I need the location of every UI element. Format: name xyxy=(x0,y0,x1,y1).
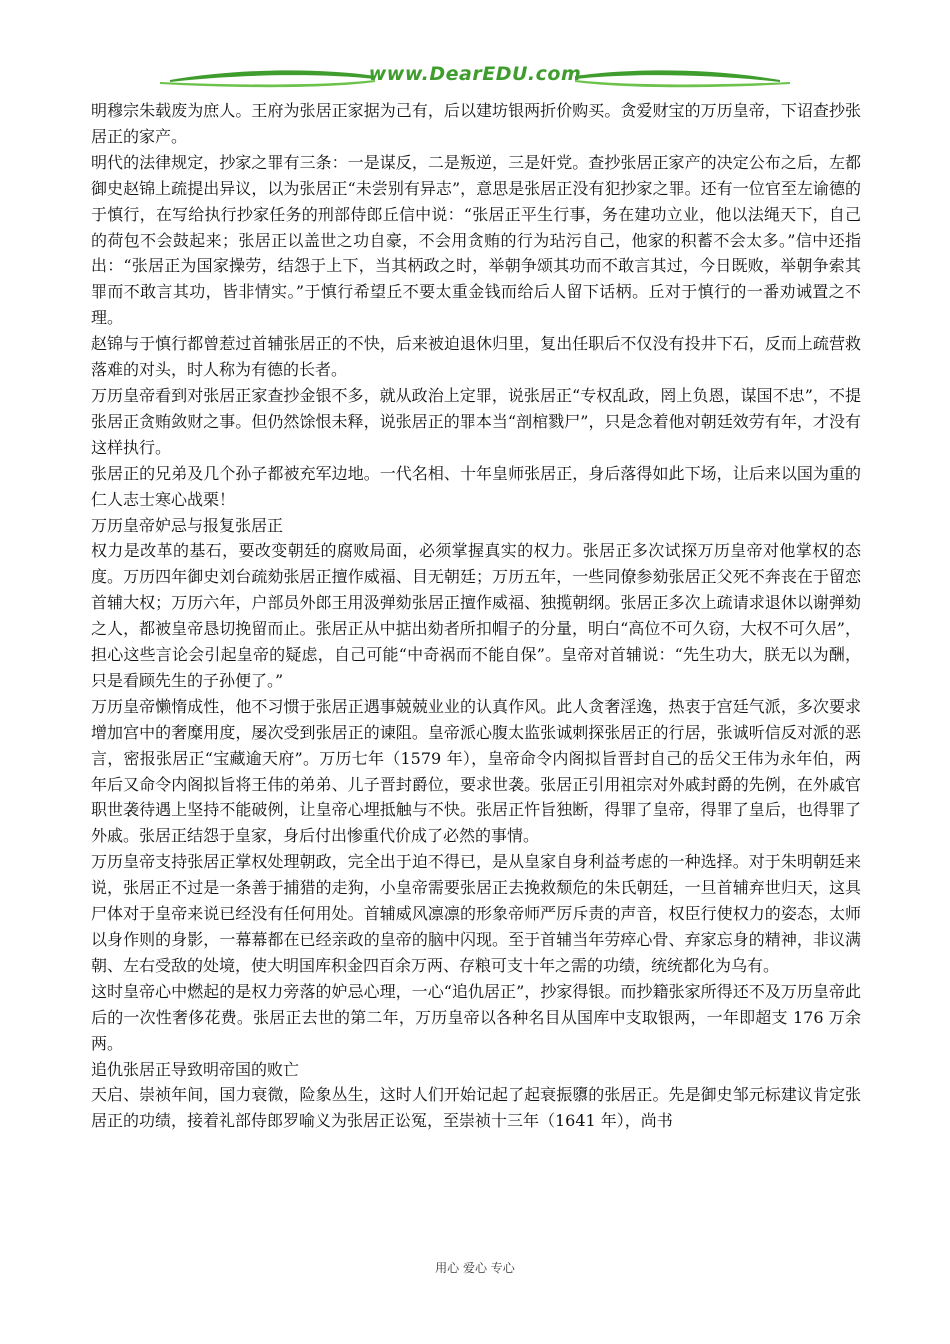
paragraph: 赵锦与于慎行都曾惹过首辅张居正的不快，后来被迫退休归里，复出任职后不仅没有投井下石，反而上疏营救落难的对头，时人称为有德的长者。 xyxy=(91,334,861,380)
site-logo-text: www.DearEDU.com xyxy=(368,63,582,85)
paragraph: 明代的法律规定，抄家之罪有三条：一是谋反，二是叛逆，三是奸党。查抄张居正家产的决定公布之后，左都御史赵锦上疏提出异议，以为张居正“未尝别有异志”，意思是张居正没有犯抄家之罪。还有一位官至左谕德的于慎行，在写给执行抄家任务的刑部侍郎丘信中说：“张居正平生行事，务在建功立业，他以法绳天下，自己的荷包不会鼓起来；张居正以盖世之功自豪，不会用贪贿的行为玷污自己，他家的积蓄不会太多。”信中还指出：“张居正为国家操劳，结怨于上下，当其柄政之时，举朝争颂其功而不敢言其过，今日既败，举朝争索其罪而不敢言其功，皆非情实。”于慎行希望丘不要太重金钱而给后人留下话柄。丘对于慎行的一番劝诫置之不理。 xyxy=(91,152,861,328)
section-heading: 追仇张居正导致明帝国的败亡 xyxy=(91,1059,300,1079)
paragraph: 天启、崇祯年间，国力衰微，险象丛生，这时人们开始记起了起衰振隳的张居正。先是御史邹元标建议肯定张居正的功绩，接着礼部侍郎罗喻义为张居正讼冤，至崇祯十三年（1641 年），尚书 xyxy=(91,1085,861,1131)
page-header xyxy=(160,58,790,98)
page-footer: 用心 爱心 专心 xyxy=(435,1261,515,1275)
section-heading: 万历皇帝妒忌与报复张居正 xyxy=(91,515,284,535)
paragraph: 明穆宗朱载废为庶人。王府为张居正家据为己有，后以建坊银两折价购买。贪爱财宝的万历皇帝，下诏查抄张居正的家产。 xyxy=(91,101,861,146)
paragraph: 权力是改革的基石，要改变朝廷的腐败局面，必须掌握真实的权力。张居正多次试探万历皇帝对他掌权的态度。万历四年御史刘台疏劾张居正擅作威福、目无朝廷；万历五年，一些同僚参劾张居正父死不奔丧在于留恋首辅大权；万历六年，户部员外郎王用汲弹劾张居正擅作威福、独揽朝纲。张居正多次上疏请求退休以谢弹劾之人，都被皇帝恳切挽留而止。张居正从中掂出劾者所扣帽子的分量，明白“高位不可久窃，大权不可久居”，担心这些言论会引起皇帝的疑虑，自己可能“中奇祸而不能自保”。皇帝对首辅说：“先生功大，朕无以为酬，只是看顾先生的子孙便了。” xyxy=(91,541,861,690)
article-body xyxy=(91,98,861,1134)
paragraph: 这时皇帝心中燃起的是权力旁落的妒忌心理，一心“追仇居正”，抄家得银。而抄籍张家所得还不及万历皇帝此后的一次性奢侈花费。张居正去世的第二年，万历皇帝以各种名目从国库中支取银两，一年即超支 176 万余两。 xyxy=(91,981,861,1053)
paragraph: 张居正的兄弟及几个孙子都被充军边地。一代名相、十年皇师张居正，身后落得如此下场，让后来以国为重的仁人志士寒心战栗！ xyxy=(91,463,861,509)
paragraph: 万历皇帝懒惰成性，他不习惯于张居正遇事兢兢业业的认真作风。此人贪奢淫逸，热衷于宫廷气派，多次要求增加宫中的奢糜用度，屡次受到张居正的谏阻。皇帝派心腹太监张诚刺探张居正的行居，张诚听信反对派的恶言，密报张居正“宝藏逾天府”。万历七年（1579 年），皇帝命令内阁拟旨晋封自己的岳父王伟为永年伯，两年后又命令内阁拟旨将王伟的弟弟、儿子晋封爵位，要求世袭。张居正引用祖宗对外戚封爵的先例，在外戚官职世袭待遇上坚持不能破例，让皇帝心埋抵触与不快。张居正忤旨独断，得罪了皇帝，得罪了皇后，也得罪了外戚。张居正结怨于皇家，身后付出惨重代价成了必然的事情。 xyxy=(91,696,861,846)
paragraph: 万历皇帝支持张居正掌权处理朝政，完全出于迫不得已，是从皇家自身利益考虑的一种选择。对于朱明朝廷来说，张居正不过是一条善于捕猎的走狗，小皇帝需要张居正去挽救颓危的朱氏朝廷，一旦首辅弃世归天，这具尸体对于皇帝来说已经没有任何用处。首辅威风凛凛的形象帝师严厉斥责的声音，权臣行使权力的姿态，太师以身作则的身影，一幕幕都在已经亲政的皇帝的脑中闪现。至于首辅当年劳瘁心骨、弃家忘身的精神，非议满朝、左右受敌的处境，使大明国库积金四百余万两、存粮可支十年之需的功绩，统统都化为乌有。 xyxy=(91,852,861,975)
paragraph: 万历皇帝看到对张居正家查抄金银不多，就从政治上定罪，说张居正“专权乱政，罔上负恩，谋国不忠”，不提张居正贪贿敛财之事。但仍然馀恨未释，说张居正的罪本当“剖棺戮尸”，只是念着他对朝廷效劳有年，才没有这样执行。 xyxy=(91,385,861,457)
